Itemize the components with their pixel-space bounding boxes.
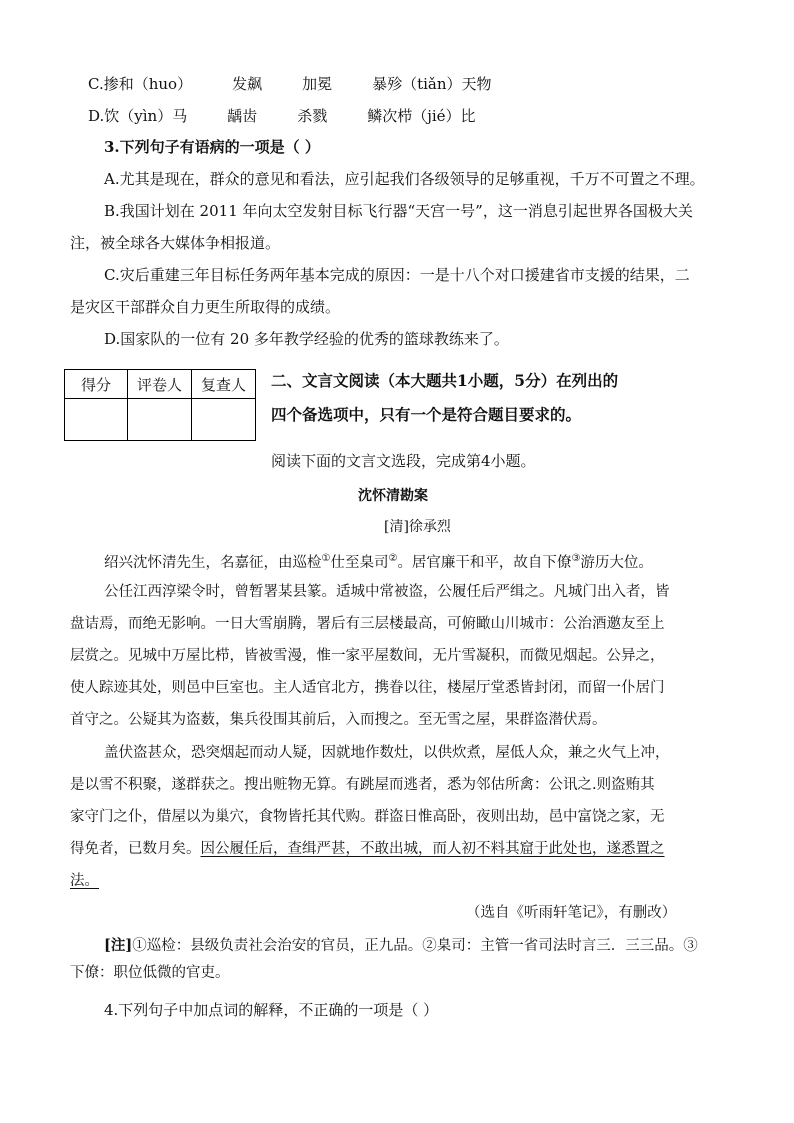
passage-paragraph-1 — [104, 549, 653, 573]
score-header: 得分 — [65, 370, 128, 399]
q2-option-d-item-2: 龋齿 — [227, 107, 258, 125]
notes-text-1: ①巡检：县级负责社会治安的官员，正九品。②臬司：主管一省司法时言三．三三品。③ — [132, 938, 698, 954]
notes-label: [注] — [104, 937, 133, 954]
q3-option-b-line-1: B.我国计划在 2011 年向太空发射目标飞行器“天宫一号”，这一消息引起世界各国极大关 — [104, 202, 693, 220]
passage-paragraph-2-line-5: 首守之。公疑其为盗薮，集兵役围其前后，入而搜之。至无雪之屋，果群盗潜伏焉。 — [70, 712, 607, 728]
underlined-sentence-part-1: 因公履任后，查缉严甚，不敢出城，而人初不料其窟于此处也，遂悉置之 — [200, 841, 665, 857]
reviewer-header: 复查人 — [192, 370, 256, 399]
passage-paragraph-2-line-2: 盘诘焉，而绝无影响。一日大雪崩腾，署后有三层楼最高，可俯瞰山川城市：公治酒邀友至上 — [70, 616, 665, 632]
footnote-2-marker: ② — [388, 553, 398, 564]
q2-option-c-item-1: C.掺和（huo） — [88, 75, 193, 93]
grader-cell[interactable] — [128, 399, 192, 441]
score-cell[interactable] — [65, 399, 128, 441]
p1-text-a: 绍兴沈怀清先生，名嘉征，由巡检 — [104, 554, 322, 571]
passage-title: 沈怀清勘案 — [358, 488, 428, 504]
q3-option-c-line-2: 是灾区干部群众自力更生所取得的成绩。 — [70, 298, 341, 316]
reviewer-cell[interactable] — [192, 399, 256, 441]
grader-header: 评卷人 — [128, 370, 192, 399]
passage-author: [清]徐承烈 — [384, 519, 451, 535]
footnote-3-marker: ③ — [571, 553, 581, 564]
q3-stem: 3.下列句子有语病的一项是（ ） — [104, 138, 320, 156]
passage-paragraph-2-line-1: 公任江西淳梁令时，曾暂署某县篆。适城中常被盗，公履任后严缉之。凡城门出入者，皆 — [104, 584, 670, 600]
q2-option-d — [88, 106, 516, 126]
p3-line-4-plain: 得免者，已数月矣。 — [70, 841, 201, 857]
p1-text-b: 仕至臬司 — [330, 554, 389, 571]
footnote-1-marker: ① — [321, 553, 331, 564]
passage-paragraph-3-line-4 — [70, 839, 665, 859]
q2-option-d-item-1: D.饮（yìn）马 — [88, 107, 188, 125]
q3-option-c-line-1: C.灾后重建三年目标任务两年基本完成的原因：一是十八个对口援建省市支援的结果，二 — [104, 266, 690, 284]
passage-paragraph-3-line-3: 家守门之仆，借屋以为巢穴，食物皆托其代购。群盗日惟高卧，夜则出劫，邑中富饶之家，无 — [70, 809, 665, 825]
passage-paragraph-3-line-1: 盖伏盗甚众，恐突烟起而动人疑，因就地作数灶，以供炊煮，屋低人众，兼之火气上冲， — [104, 745, 670, 761]
section-2-instruction: 阅读下面的文言文选段，完成第4小题。 — [271, 452, 536, 470]
q2-option-c — [88, 74, 532, 94]
score-table — [64, 369, 256, 441]
passage-paragraph-2-line-3: 层赏之。见城中万屋比栉，皆被雪漫，惟一家平屋数间，无片雪凝积，而微见烟起。公异之， — [70, 648, 665, 664]
q2-option-d-item-3: 杀戮 — [297, 107, 328, 125]
section-2-heading-line-2: 四个备选项中，只有一个是符合题目要求的。 — [271, 405, 582, 424]
q3-option-d: D.国家队的一位有 20 多年教学经验的优秀的篮球教练来了。 — [104, 330, 509, 348]
p1-text-d: 游历大位。 — [580, 554, 653, 571]
q2-option-d-item-4: 鳞次栉（jié）比 — [367, 107, 476, 125]
underlined-sentence-part-2: 法。 — [70, 873, 99, 889]
q2-option-c-item-2: 发飙 — [232, 75, 263, 93]
q3-option-b-line-2: 注，被全球各大媒体争相报道。 — [70, 234, 281, 252]
passage-notes-line-1 — [104, 936, 698, 956]
passage-paragraph-3-line-5 — [70, 871, 99, 891]
passage-source: （选自《听雨轩笔记》，有删改） — [466, 905, 677, 921]
passage-notes-line-2: 下僚：职位低微的官吏。 — [70, 965, 230, 981]
p1-text-c: 。居官廉干和平，故自下僚 — [397, 554, 572, 571]
q2-option-c-item-4: 暴殄（tiǎn）天物 — [372, 75, 492, 93]
q4-stem: 4.下列句子中加点词的解释，不正确的一项是（ ） — [104, 1001, 439, 1019]
passage-paragraph-2-line-4: 使人踪迹其处，则邑中巨室也。主人适官北方，携眷以往，楼屋厅堂悉皆封闭，而留一仆居门 — [70, 680, 665, 696]
q3-option-a: A.尤其是现在，群众的意见和看法，应引起我们各级领导的足够重视，千万不可置之不理。 — [104, 170, 705, 188]
q2-option-c-item-3: 加冕 — [302, 75, 333, 93]
section-2-heading-line-1: 二、文言文阅读（本大题共1小题，5分）在列出的 — [271, 371, 619, 390]
passage-paragraph-3-line-2: 是以雪不积聚，遂群获之。搜出赃物无算。有跳屋而逃者，悉为邻估所禽：公讯之.则盗贿其 — [70, 777, 655, 793]
